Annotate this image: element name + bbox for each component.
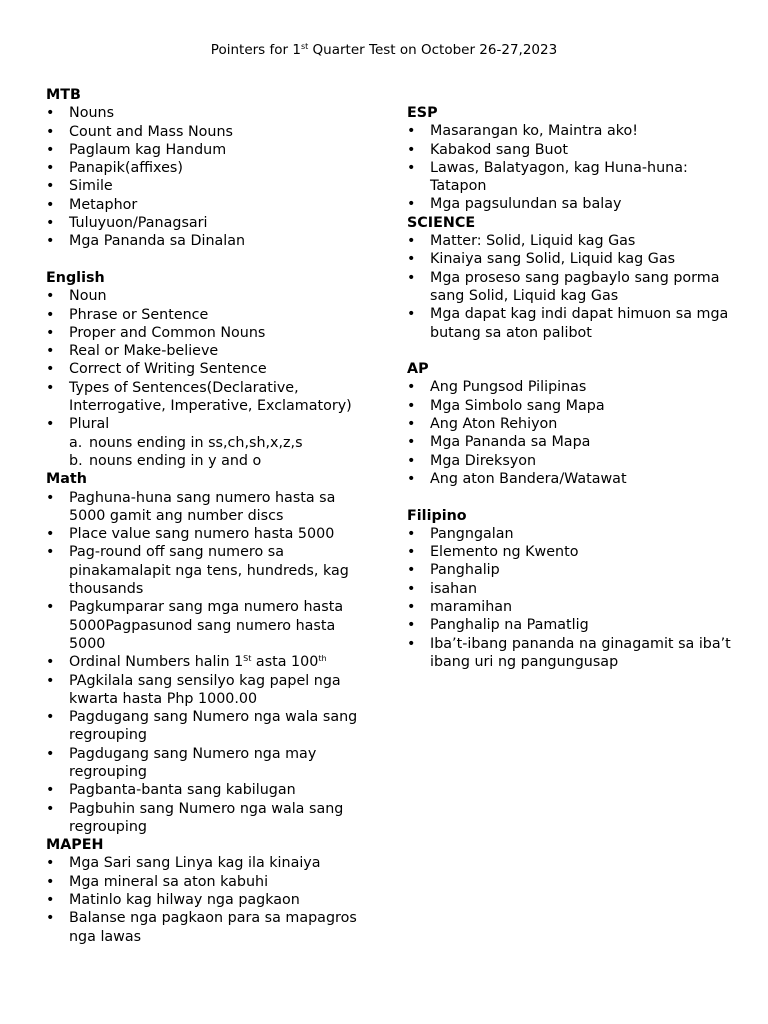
- section-heading-math: Math: [46, 471, 87, 488]
- list-item: • Kinaiya sang Solid, Liquid kag Gas: [407, 250, 737, 268]
- list-item: • Pangngalan: [407, 525, 737, 543]
- section-esp: [407, 104, 737, 214]
- list-item: • Count and Mass Nouns: [46, 123, 376, 141]
- list-mapeh: [46, 854, 376, 945]
- list-item: • Pag-round off sang numero sa pinakamalapit nga tens, hundreds, kag thousands: [46, 543, 376, 598]
- list-item: • Paghuna-huna sang numero hasta sa 5000 gamit ang number discs: [46, 489, 376, 526]
- section-filipino: [407, 507, 737, 672]
- ordinal-text-2: asta 100: [251, 654, 319, 671]
- list-ap: [407, 378, 737, 488]
- sublist-marker: a.: [69, 434, 83, 451]
- section-heading-english: English: [46, 269, 105, 286]
- list-item: • Mga Pananda sa Dinalan: [46, 232, 376, 250]
- list-item: • Proper and Common Nouns: [46, 324, 376, 342]
- section-heading-filipino: Filipino: [407, 507, 467, 524]
- section-spacer: [407, 342, 737, 360]
- section-heading-mtb: MTB: [46, 87, 81, 103]
- section-mapeh: [46, 836, 376, 946]
- list-item: • isahan: [407, 580, 737, 598]
- section-science: [407, 214, 737, 342]
- list-item: • Mga dapat kag indi dapat himuon sa mga butang sa aton palibot: [407, 305, 737, 342]
- list-item: • Paglaum kag Handum: [46, 141, 376, 159]
- list-item: • Noun: [46, 287, 376, 305]
- list-item: • Ang Aton Rehiyon: [407, 415, 737, 433]
- sublist-item: [69, 452, 376, 470]
- list-item: • Ang Pungsod Pilipinas: [407, 378, 737, 396]
- list-item: • Panghalip na Pamatlig: [407, 616, 737, 634]
- list-item: • Iba’t-ibang pananda na ginagamit sa iba’t ibang uri ng pangungusap: [407, 635, 737, 672]
- list-item: • Nouns: [46, 104, 376, 122]
- page-title: [0, 41, 768, 59]
- list-english: [46, 287, 376, 433]
- list-item: • Pagkumparar sang mga numero hasta 5000Pagpasunod sang numero hasta 5000: [46, 598, 376, 653]
- list-item: • Matinlo kag hilway nga pagkaon: [46, 891, 376, 909]
- ordinal-sup-2: th: [318, 654, 327, 664]
- title-rest: Quarter Test on October 26-27,2023: [308, 42, 558, 58]
- sublist-item: [69, 434, 376, 452]
- list-item: • Matter: Solid, Liquid kag Gas: [407, 232, 737, 250]
- section-heading-science: SCIENCE: [407, 214, 476, 231]
- section-spacer: [407, 488, 737, 506]
- list-item: • PAgkilala sang sensilyo kag papel nga kwarta hasta Php 1000.00: [46, 672, 376, 709]
- section-math: [46, 470, 376, 836]
- section-spacer: [46, 251, 376, 269]
- list-item: • maramihan: [407, 598, 737, 616]
- list-item: • Correct of Writing Sentence: [46, 360, 376, 378]
- list-mtb: [46, 104, 376, 250]
- list-item: • Simile: [46, 177, 376, 195]
- list-item: • Mga Pananda sa Mapa: [407, 433, 737, 451]
- list-item: • Pagbanta-banta sang kabilugan: [46, 781, 376, 799]
- title-superscript: st: [300, 42, 309, 51]
- list-item: • Tuluyuon/Panagsari: [46, 214, 376, 232]
- list-item: • Metaphor: [46, 196, 376, 214]
- section-ap: [407, 360, 737, 488]
- section-english: [46, 269, 376, 470]
- list-math-ordinal: [46, 653, 376, 671]
- section-heading-mapeh: MAPEH: [46, 837, 104, 854]
- list-item: • Panapik(affixes): [46, 159, 376, 177]
- list-item: • Mga proseso sang pagbaylo sang porma sang Solid, Liquid kag Gas: [407, 269, 737, 306]
- list-item: • Plural: [46, 415, 376, 433]
- list-item: • Mga pagsulundan sa balay: [407, 195, 737, 213]
- list-item: • Mga mineral sa aton kabuhi: [46, 873, 376, 891]
- sublist-marker: b.: [69, 452, 83, 469]
- list-science: [407, 232, 737, 342]
- list-item: • Place value sang numero hasta 5000: [46, 525, 376, 543]
- list-math-a: [46, 489, 376, 654]
- list-esp: [407, 122, 737, 213]
- list-item: • Elemento ng Kwento: [407, 543, 737, 561]
- right-column: [407, 104, 737, 671]
- list-item: • Real or Make-believe: [46, 342, 376, 360]
- list-item: • Panghalip: [407, 561, 737, 579]
- list-item: • Balanse nga pagkaon para sa mapagros nga lawas: [46, 909, 376, 946]
- list-filipino: [407, 525, 737, 671]
- sublist-text: nouns ending in y and o: [89, 452, 262, 469]
- list-item: • Phrase or Sentence: [46, 306, 376, 324]
- list-item: • Mga Sari sang Linya kag ila kinaiya: [46, 854, 376, 872]
- list-item: • Mga Simbolo sang Mapa: [407, 397, 737, 415]
- list-math-b: [46, 672, 376, 837]
- ordinal-text-1: Ordinal Numbers halin 1: [69, 654, 244, 671]
- list-item: • Lawas, Balatyagon, kag Huna-huna: Tatapon: [407, 159, 737, 196]
- list-item: • Pagdugang sang Numero nga may regrouping: [46, 745, 376, 782]
- list-item: • Types of Sentences(Declarative, Interrogative, Imperative, Exclamatory): [46, 379, 376, 416]
- ordinal-sup-1: St: [243, 654, 252, 664]
- sublist-plural: [46, 434, 376, 471]
- left-column: [46, 86, 376, 946]
- list-item: • Mga Direksyon: [407, 452, 737, 470]
- list-item: • Pagbuhin sang Numero nga wala sang regrouping: [46, 800, 376, 837]
- list-item: • Ang aton Bandera/Watawat: [407, 470, 737, 488]
- section-heading-ap: AP: [407, 361, 429, 378]
- list-item: [46, 653, 376, 671]
- list-item: • Pagdugang sang Numero nga wala sang regrouping: [46, 708, 376, 745]
- sublist-text: nouns ending in ss,ch,sh,x,z,s: [89, 434, 303, 451]
- list-item: • Kabakod sang Buot: [407, 141, 737, 159]
- title-prefix: Pointers for 1: [210, 42, 301, 58]
- list-item: • Masarangan ko, Maintra ako!: [407, 122, 737, 140]
- section-mtb: [46, 86, 376, 251]
- section-heading-esp: ESP: [407, 105, 438, 121]
